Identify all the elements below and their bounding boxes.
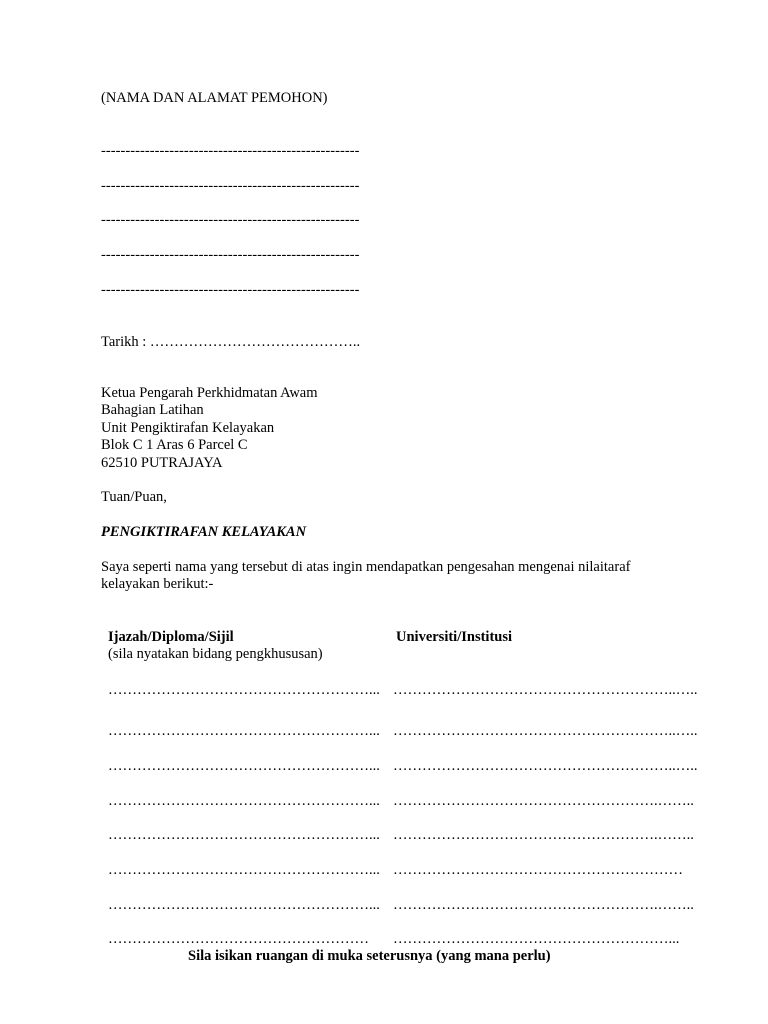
institution-field-8[interactable]: …………………………………………………...: [393, 931, 680, 947]
date-field[interactable]: Tarikh : ……………………………………..: [101, 334, 361, 350]
institution-column-header: Universiti/Institusi: [396, 629, 513, 645]
salutation: Tuan/Puan,: [101, 489, 167, 505]
qualification-field-4[interactable]: ………………………………………………...: [108, 793, 380, 809]
qualification-column-subheader: (sila nyatakan bidang pengkhususan): [108, 646, 323, 662]
qualification-field-1[interactable]: ………………………………………………...: [108, 682, 380, 698]
qualification-field-6[interactable]: ………………………………………………...: [108, 862, 380, 878]
address-line-5[interactable]: -----------------------------------------------------: [101, 282, 360, 298]
institution-field-6[interactable]: ……………………………………………………: [393, 862, 683, 878]
footer-note: Sila isikan ruangan di muka seterusnya (yang mana perlu): [188, 948, 551, 964]
recipient-line-5: 62510 PUTRAJAYA: [101, 455, 223, 471]
qualification-field-5[interactable]: ………………………………………………...: [108, 827, 380, 843]
qualification-field-7[interactable]: ………………………………………………...: [108, 897, 380, 913]
institution-field-3[interactable]: …………………………………………………..…..: [393, 758, 698, 774]
applicant-heading: (NAMA DAN ALAMAT PEMOHON): [101, 90, 328, 106]
recipient-line-1: Ketua Pengarah Perkhidmatan Awam: [101, 385, 318, 401]
qualification-field-3[interactable]: ………………………………………………...: [108, 758, 380, 774]
address-line-3[interactable]: -----------------------------------------------------: [101, 212, 360, 228]
institution-field-2[interactable]: …………………………………………………..…..: [393, 723, 698, 739]
institution-field-7[interactable]: ……………………………………………….……..: [393, 897, 694, 913]
qualification-column-header: Ijazah/Diploma/Sijil: [108, 629, 234, 645]
recipient-line-3: Unit Pengiktirafan Kelayakan: [101, 420, 275, 436]
address-line-2[interactable]: -----------------------------------------------------: [101, 178, 360, 194]
address-line-4[interactable]: -----------------------------------------------------: [101, 247, 360, 263]
institution-field-1[interactable]: …………………………………………………..…..: [393, 682, 698, 698]
qualification-field-2[interactable]: ………………………………………………...: [108, 723, 380, 739]
body-line-1: Saya seperti nama yang tersebut di atas ingin mendapatkan pengesahan mengenai nilaitaraf: [101, 559, 631, 575]
subject-heading: PENGIKTIRAFAN KELAYAKAN: [101, 524, 307, 540]
institution-field-4[interactable]: ……………………………………………….……..: [393, 793, 694, 809]
institution-field-5[interactable]: ……………………………………………….……..: [393, 827, 694, 843]
recipient-line-4: Blok C 1 Aras 6 Parcel C: [101, 437, 248, 453]
qualification-field-8[interactable]: ………………………………………………: [108, 931, 369, 947]
address-line-1[interactable]: -----------------------------------------------------: [101, 143, 360, 159]
recipient-line-2: Bahagian Latihan: [101, 402, 204, 418]
body-line-2: kelayakan berikut:-: [101, 576, 214, 592]
